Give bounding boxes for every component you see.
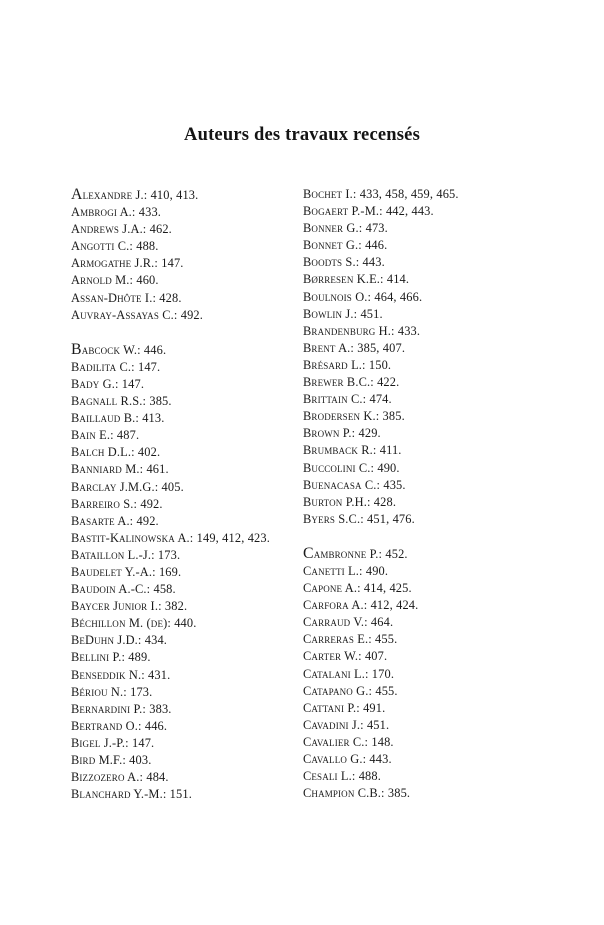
index-entry: Banniard M.: 461. — [71, 462, 169, 477]
index-column-right — [303, 186, 535, 802]
index-entry: Barclay J.M.G.: 405. — [71, 479, 184, 494]
index-entry: Balch D.L.: 402. — [71, 445, 161, 460]
index-columns — [71, 186, 535, 803]
index-entry: Bigel J.-P.: 147. — [71, 735, 155, 750]
index-entry: Ambrogi A.: 433. — [71, 205, 162, 220]
index-entry: Cesali L.: 488. — [303, 769, 381, 784]
index-entry: Brésard L.: 150. — [303, 357, 392, 372]
index-entry: Auvray-Assayas C.: 492. — [71, 307, 204, 322]
index-entry: Assan-Dhôte I.: 428. — [71, 290, 182, 305]
index-entry: Carraud V.: 464. — [303, 615, 394, 630]
index-entry: Carfora A.: 412, 424. — [303, 598, 419, 613]
index-entry: Béchillon M. (de): 440. — [71, 616, 197, 631]
index-entry: Baillaud B.: 413. — [71, 411, 165, 426]
index-entry: Bellini P.: 489. — [71, 650, 151, 665]
index-entry: Brittain C.: 474. — [303, 392, 392, 407]
index-entry: Capone A.: 414, 425. — [303, 581, 412, 596]
index-entry: Byers S.C.: 451, 476. — [303, 511, 415, 526]
index-entry: Burton P.H.: 428. — [303, 494, 397, 509]
index-entry: Carreras E.: 455. — [303, 632, 398, 647]
index-entry: Bériou N.: 173. — [71, 684, 153, 699]
index-entry: Bonnet G.: 446. — [303, 238, 388, 253]
index-entry: Bizzozero A.: 484. — [71, 770, 169, 785]
index-entry: Babcock W.: 446. — [71, 340, 167, 358]
index-entry: Boodts S.: 443. — [303, 255, 385, 270]
index-column-left — [71, 186, 303, 803]
index-entry: Champion C.B.: 385. — [303, 786, 411, 801]
index-entry: Bastit-Kalinowska A.: 149, 412, 423. — [71, 530, 270, 545]
index-entry: Baudoin A.-C.: 458. — [71, 582, 176, 597]
index-entry: Angotti C.: 488. — [71, 239, 159, 254]
index-entry: Badilita C.: 147. — [71, 359, 161, 374]
index-entry: Brent A.: 385, 407. — [303, 340, 406, 355]
index-entry: Cavalier C.: 148. — [303, 734, 394, 749]
index-entry: Buenacasa C.: 435. — [303, 477, 406, 492]
index-entry: Brewer B.C.: 422. — [303, 375, 400, 390]
index-entry: Basarte A.: 492. — [71, 513, 159, 528]
index-entry: BeDuhn J.D.: 434. — [71, 633, 168, 648]
index-entry: Baudelet Y.-A.: 169. — [71, 564, 182, 579]
index-entry: Armogathe J.R.: 147. — [71, 256, 184, 271]
index-entry: Barreiro S.: 492. — [71, 496, 163, 511]
index-entry: Canetti L.: 490. — [303, 563, 389, 578]
index-entry: Bird M.F.: 403. — [71, 753, 152, 767]
index-entry: Catapano G.: 455. — [303, 683, 398, 698]
page-title: Auteurs des travaux recensés — [184, 125, 420, 145]
index-entry: Bagnall R.S.: 385. — [71, 394, 172, 409]
index-entry: Brodersen K.: 385. — [303, 409, 405, 424]
index-entry: Brandenburg H.: 433. — [303, 323, 421, 338]
index-entry: Arnold M.: 460. — [71, 273, 159, 288]
index-entry: Bonner G.: 473. — [303, 221, 388, 236]
index-entry: Blanchard Y.-M.: 151. — [71, 787, 192, 802]
index-entry: Bertrand O.: 446. — [71, 718, 168, 733]
index-entry: Cambronne P.: 452. — [303, 544, 408, 562]
index-entry: Børresen K.E.: 414. — [303, 272, 410, 287]
index-entry: Bochet I.: 433, 458, 459, 465. — [303, 187, 459, 201]
index-entry: Bataillon L.-J.: 173. — [71, 547, 181, 562]
index-entry: Benseddik N.: 431. — [71, 667, 171, 682]
index-entry: Boulnois O.: 464, 466. — [303, 289, 423, 304]
index-entry: Alexandre J.: 410, 413. — [71, 186, 199, 203]
index-entry: Catalani L.: 170. — [303, 666, 395, 681]
index-entry: Bowlin J.: 451. — [303, 306, 383, 321]
index-entry: Cattani P.: 491. — [303, 700, 386, 715]
index-entry: Baycer Junior I.: 382. — [71, 599, 188, 614]
index-entry: Bogaert P.-M.: 442, 443. — [303, 204, 434, 219]
index-entry: Cavallo G.: 443. — [303, 752, 392, 766]
index-entry: Andrews J.A.: 462. — [71, 222, 172, 237]
index-entry: Bain E.: 487. — [71, 428, 140, 443]
index-entry: Brown P.: 429. — [303, 426, 381, 441]
index-entry: Carter W.: 407. — [303, 649, 388, 664]
index-entry: Bady G.: 147. — [71, 376, 145, 391]
index-entry: Bernardini P.: 383. — [71, 701, 172, 716]
index-entry: Cavadini J.: 451. — [303, 717, 390, 732]
index-entry: Buccolini C.: 490. — [303, 460, 400, 475]
index-entry: Brumback R.: 411. — [303, 443, 402, 458]
